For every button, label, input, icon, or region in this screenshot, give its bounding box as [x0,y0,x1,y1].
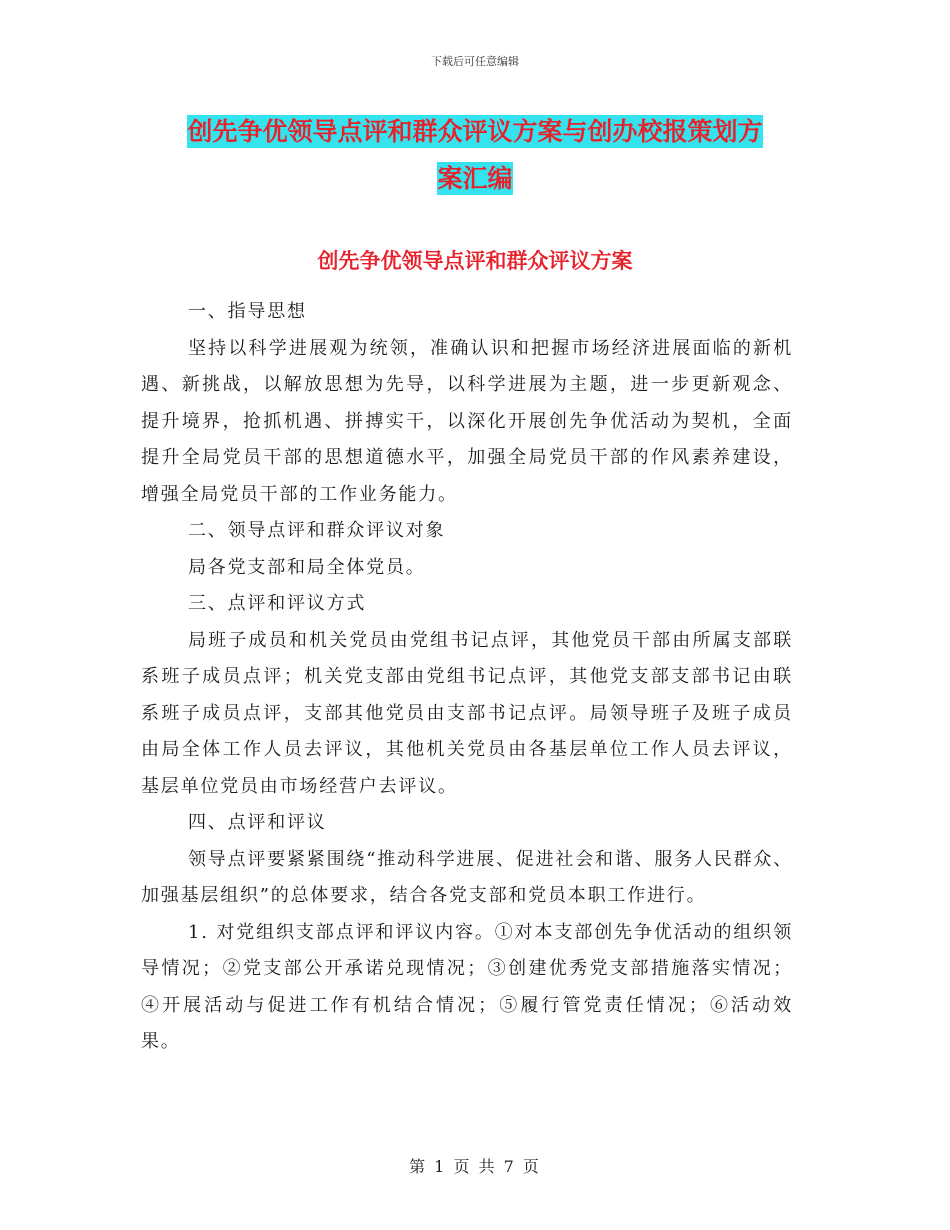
document-body [141,294,793,1061]
page-header-note: 下载后可任意编辑 [431,55,519,68]
section-title: 创先争优领导点评和群众评议方案 [317,249,633,273]
title-line-1: 创先争优领导点评和群众评议方案与创办校报策划方 [187,117,763,146]
heading-evaluation: 四、点评和评议 [188,812,327,833]
page-number: 第 1 页 共 7 页 [409,1157,541,1176]
paragraph-evaluation-targets: 局各党支部和局全体党员。 [188,556,426,578]
heading-evaluation-method: 三、点评和评议方式 [188,593,367,614]
document-title [140,108,810,202]
heading-guiding-thought: 一、指导思想 [188,301,307,322]
paragraph-evaluation-method: 局班子成员和机关党员由党组书记点评，其他党员干部由所属支部联系班子成员点评；机关党支部由党组书记点评，其他党支部支部书记由联系班子成员点评，支部其他党员由支部书记点评。局领导班子及班子成员由局全体工作人员去评议，其他机关党员由各基层单位工作人员去评议，基层单位党员由市场经营户去评议。 [141,629,793,797]
paragraph-branch-content: 1. 对党组织支部点评和评议内容。①对本支部创先争优活动的组织领导情况；②党支部公开承诺兑现情况；③创建优秀党支部措施落实情况；④开展活动与促进工作有机结合情况；⑤履行管党责任情况；⑥活动效果。 [141,921,793,1052]
heading-evaluation-targets: 二、领导点评和群众评议对象 [188,520,446,541]
paragraph-guiding-thought: 坚持以科学进展观为统领，准确认识和把握市场经济进展面临的新机遇、新挑战，以解放思想为先导，以科学进展为主题，进一步更新观念、提升境界，抢抓机遇、拼搏实干，以深化开展创先争优活动为契机，全面提升全局党员干部的思想道德水平，加强全局党员干部的作风素养建设，增强全局党员干部的工作业务能力。 [141,337,793,505]
paragraph-evaluation: 领导点评要紧紧围绕“推动科学进展、促进社会和谐、服务人民群众、加强基层组织”的总体要求，结合各党支部和党员本职工作进行。 [141,848,793,906]
title-line-2: 案汇编 [437,164,513,193]
